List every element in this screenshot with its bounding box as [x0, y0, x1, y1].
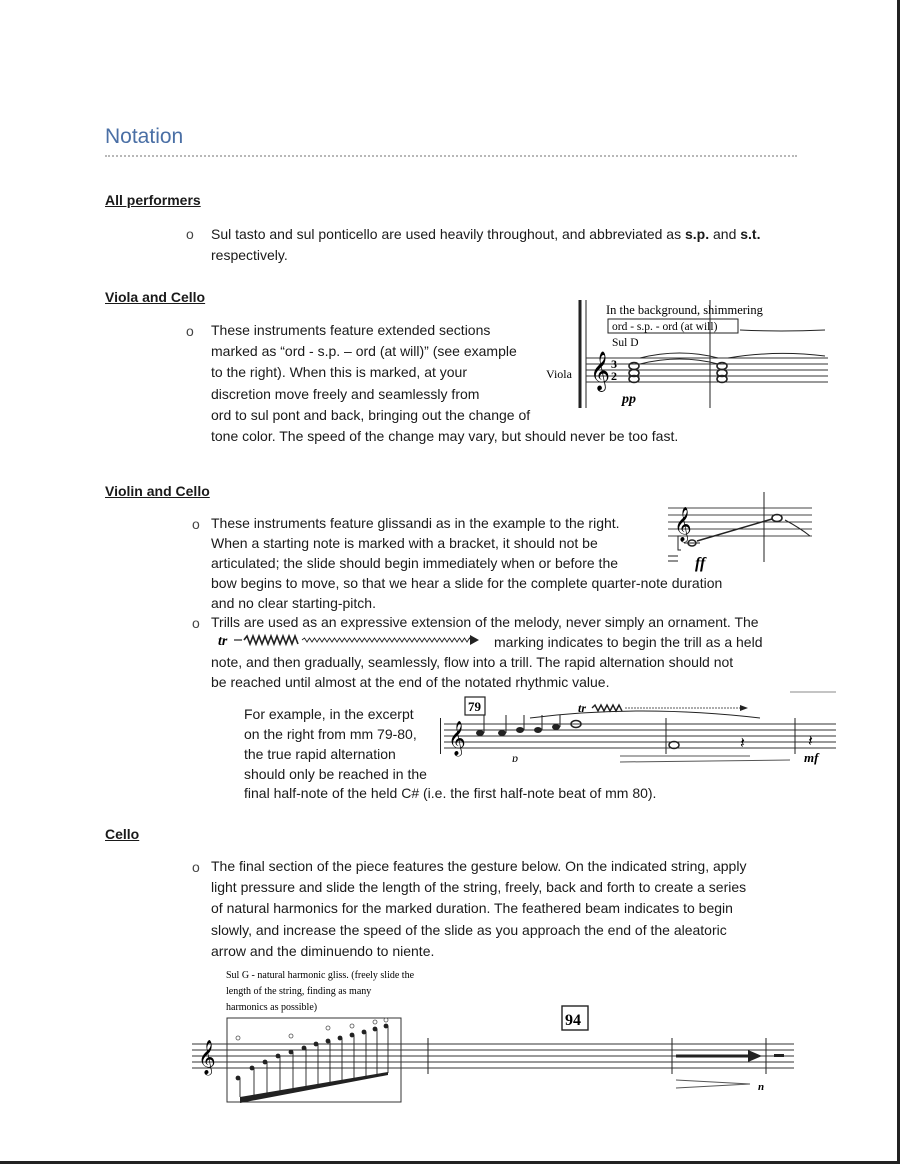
time-signature-top: 3	[611, 357, 617, 371]
trill-marking-inline	[214, 630, 494, 650]
page-title: Notation	[105, 125, 184, 148]
tie-arc	[640, 353, 718, 358]
clef-symbol: 𝄞	[448, 722, 466, 755]
heading-viola-cello: Viola and Cello	[105, 289, 206, 305]
paragraph-line: arrow and the diminuendo to niente.	[211, 943, 435, 959]
paragraph-line: Sul tasto and sul ponticello are used heavily throughout, and abbreviated as s.p. and s.t.	[211, 226, 761, 242]
rest-symbol	[774, 1054, 784, 1057]
paragraph-line: tone color. The speed of the change may vary, but should never be too fast.	[211, 428, 679, 444]
paragraph-line: These instruments feature glissandi as in the example to the right.	[211, 515, 620, 531]
harmonic-circles	[236, 1018, 388, 1040]
technique-extension-line	[740, 330, 825, 331]
note-head	[534, 727, 542, 733]
paragraph-line: marking indicates to begin the trill as a held	[494, 634, 763, 650]
aleatoric-arrow-head	[748, 1050, 762, 1062]
paragraph-line: The final section of the piece features the gesture below. On the indicated string, apply	[211, 858, 747, 874]
paragraph-line: When a starting note is marked with a bracket, it should not be	[211, 535, 598, 551]
diminuendo-hairpin	[676, 1080, 750, 1088]
paragraph-line: and no clear starting-pitch.	[211, 595, 376, 611]
dynamic-marking: ff	[695, 555, 706, 572]
note-head	[552, 724, 560, 730]
paragraph-line: be reached until almost at the end of the notated rhythmic value.	[211, 674, 610, 690]
rest-symbol: 𝄽	[740, 735, 745, 752]
technique-label: ord - s.p. - ord (at will)	[612, 321, 718, 333]
paragraph-line: bow begins to move, so that we hear a slide for the complete quarter-note duration	[211, 575, 723, 591]
paragraph-line: note, and then gradually, seamlessly, flow into a trill. The rapid alternation should not	[211, 654, 734, 670]
bullet-marker: o	[192, 516, 200, 532]
viola-notation-example	[540, 296, 830, 414]
paragraph-line: final half-note of the held C# (i.e. the first half-note beat of mm 80).	[244, 785, 657, 801]
rest-symbol: 𝄽	[808, 733, 813, 750]
bullet-marker: o	[192, 615, 200, 631]
paragraph-line: respectively.	[211, 247, 288, 263]
harmonic-notes	[236, 1024, 389, 1081]
hairpin-line	[620, 760, 790, 762]
title-divider	[105, 155, 797, 157]
chord-note	[629, 363, 639, 370]
paragraph-line: slowly, and increase the speed of the slide as you approach the end of the aleatoric	[211, 922, 727, 938]
example-caption: length of the string, finding as many	[226, 986, 372, 997]
note-head	[516, 727, 524, 733]
paragraph-line: ord to sul pont and back, bringing out the change of	[211, 407, 531, 423]
heading-cello: Cello	[105, 826, 140, 842]
paragraph-line: to the right). When this is marked, at your	[211, 364, 467, 380]
slur-marking: ɒ	[512, 751, 518, 765]
paragraph-line: should only be reached in the	[244, 766, 427, 782]
heading-all-performers: All performers	[105, 192, 201, 208]
end-note	[772, 515, 782, 522]
paragraph-line: These instruments feature extended sections	[211, 322, 491, 338]
string-label: Sul D	[612, 337, 639, 349]
staff-lines	[444, 724, 836, 748]
heading-violin-cello: Violin and Cello	[105, 483, 210, 499]
glissando-example	[640, 490, 815, 572]
note-head	[476, 730, 484, 736]
tie-arc	[640, 359, 718, 364]
dynamic-marking: mf	[804, 750, 819, 765]
example-caption: In the background, shimmering	[606, 303, 763, 317]
tie-arc	[728, 353, 825, 358]
excerpt-mm79-80	[440, 688, 838, 770]
trill-symbol: tr	[218, 634, 228, 649]
paragraph-line: on the right from mm 79-80,	[244, 726, 417, 742]
clef-symbol: 𝄞	[198, 1041, 216, 1074]
paragraph-line: the true rapid alternation	[244, 746, 396, 762]
trill-wave-thin	[302, 638, 472, 642]
feathered-beam	[240, 1072, 388, 1103]
dynamic-marking: n	[758, 1081, 765, 1093]
measure-number: 79	[468, 699, 481, 714]
trill-arrow-head	[740, 705, 748, 711]
trill-symbol: tr	[578, 701, 587, 715]
example-caption: Sul G - natural harmonic gliss. (freely slide the	[226, 970, 415, 981]
bullet-marker: o	[186, 226, 194, 242]
paragraph-line: articulated; the slide should begin immediately when or before the	[211, 555, 619, 571]
trill-arrow-head	[470, 635, 479, 645]
trill-wave-thick	[244, 636, 298, 644]
paragraph-line: discretion move freely and seamlessly from	[211, 386, 480, 402]
note-head	[498, 730, 506, 736]
time-signature-bottom: 2	[611, 369, 617, 383]
bullet-marker: o	[192, 859, 200, 875]
cello-harmonic-example	[190, 962, 800, 1108]
instrument-label: Viola	[546, 367, 572, 381]
phrase-slur	[530, 711, 760, 718]
chord-note	[717, 363, 727, 370]
dynamic-marking: pp	[622, 392, 636, 407]
measure-number: 94	[565, 1012, 581, 1029]
bullet-marker: o	[186, 323, 194, 339]
clef-symbol: 𝄞	[590, 353, 611, 390]
example-caption: harmonics as possible)	[226, 1002, 318, 1013]
paragraph-line: marked as “ord - s.p. – ord (at will)” (see example	[211, 343, 517, 359]
paragraph-line: of natural harmonics for the marked duration. The feathered beam indicates to begin	[211, 900, 733, 916]
paragraph-line: light pressure and slide the length of the string, freely, back and forth to create a series	[211, 879, 747, 895]
paragraph-line: For example, in the excerpt	[244, 706, 414, 722]
half-note	[669, 742, 679, 749]
paragraph-line: Trills are used as an expressive extension of the melody, never simply an ornament. The	[211, 614, 759, 630]
trill-wave-thick	[592, 705, 622, 711]
clef-symbol: 𝄞	[674, 508, 692, 541]
